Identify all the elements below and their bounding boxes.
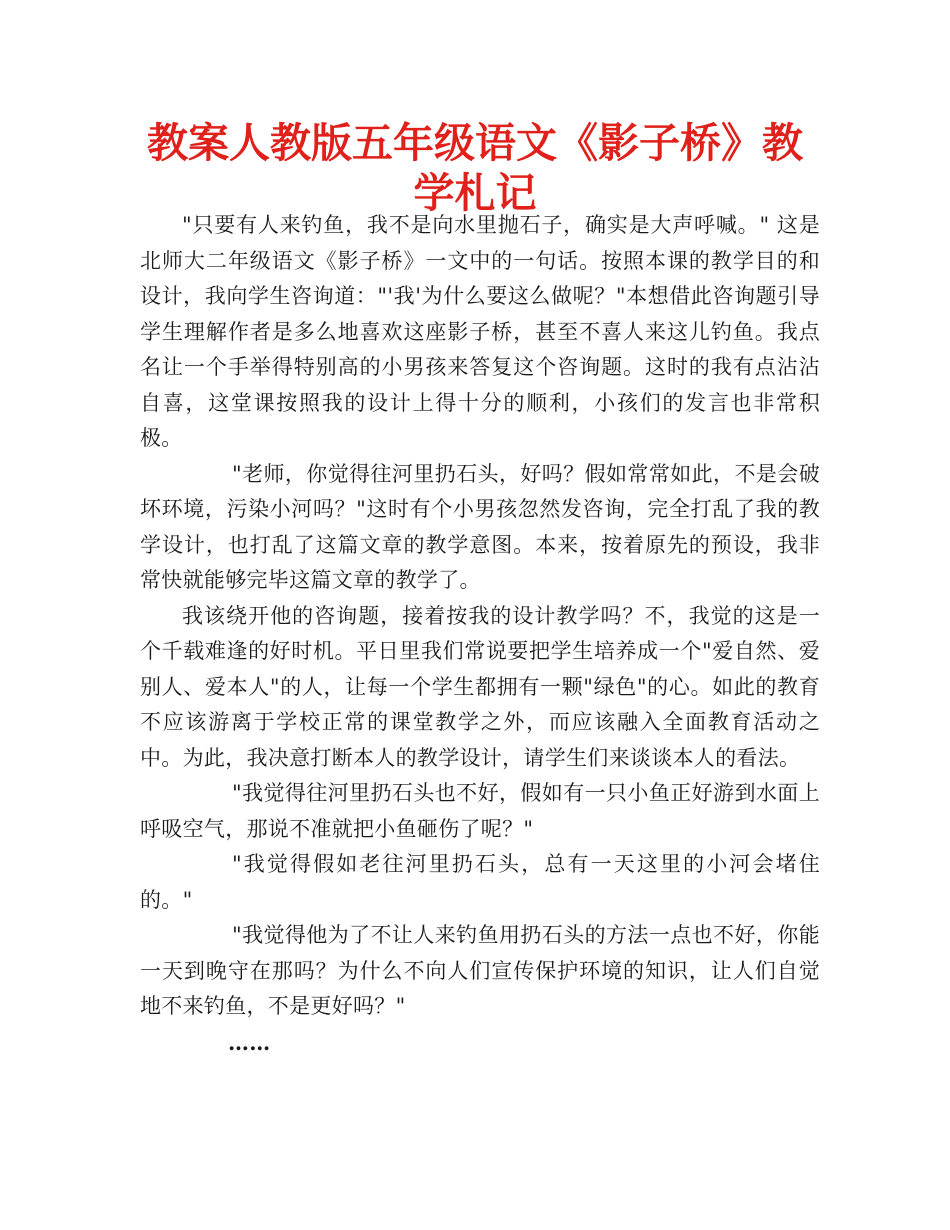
document-body xyxy=(140,208,820,1060)
paragraph-3: 我该绕开他的咨询题，接着按我的设计教学吗？不，我觉的这是一个千载难逢的好时机。平日里我们常说要把学生培养成一个"爱自然、爱别人、爱本人"的人，让每一个学生都拥有一颗"绿色"的心。如此的教育不应该游离于学校正常的课堂教学之外，而应该融入全面教育活动之中。为此，我决意打断本人的教学设计，请学生们来谈谈本人的看法。 xyxy=(140,603,820,770)
paragraph-4: "我觉得往河里扔石头也不好，假如有一只小鱼正好游到水面上呼吸空气，那说不准就把小鱼砸伤了呢？" xyxy=(140,781,820,841)
paragraph-5: "我觉得假如老往河里扔石头，总有一天这里的小河会堵住的。" xyxy=(140,852,820,912)
paragraph-6: "我觉得他为了不让人来钓鱼用扔石头的方法一点也不好，你能一天到晚守在那吗？为什么不向人们宣传保护环境的知识，让人们自觉地不来钓鱼，不是更好吗？" xyxy=(140,923,820,1018)
ellipsis: …… xyxy=(228,1029,271,1055)
paragraph-2: "老师，你觉得往河里扔石头，好吗？假如常常如此，不是会破坏环境，污染小河吗？"这时有个小男孩忽然发咨询，完全打乱了我的教学设计，也打乱了这篇文章的教学意图。本来，按着原先的预设，我非常快就能够完毕这篇文章的教学了。 xyxy=(140,461,820,592)
document-title: 教案人教版五年级语文《影子桥》教学札记 xyxy=(147,119,803,217)
paragraph-1: "只要有人来钓鱼，我不是向水里抛石子，确实是大声呼喊。" 这是北师大二年级语文《影子桥》一文中的一句话。按照本课的教学目的和设计，我向学生咨询道："'我'为什么要这么做呢？"本想借此咨询题引导学生理解作者是多么地喜欢这座影子桥，甚至不喜人来这儿钓鱼。我点名让一个手举得特别高的小男孩来答复这个咨询题。这时的我有点沾沾自喜，这堂课按照我的设计上得十分的顺利，小孩们的发言也非常积极。 xyxy=(140,213,820,450)
